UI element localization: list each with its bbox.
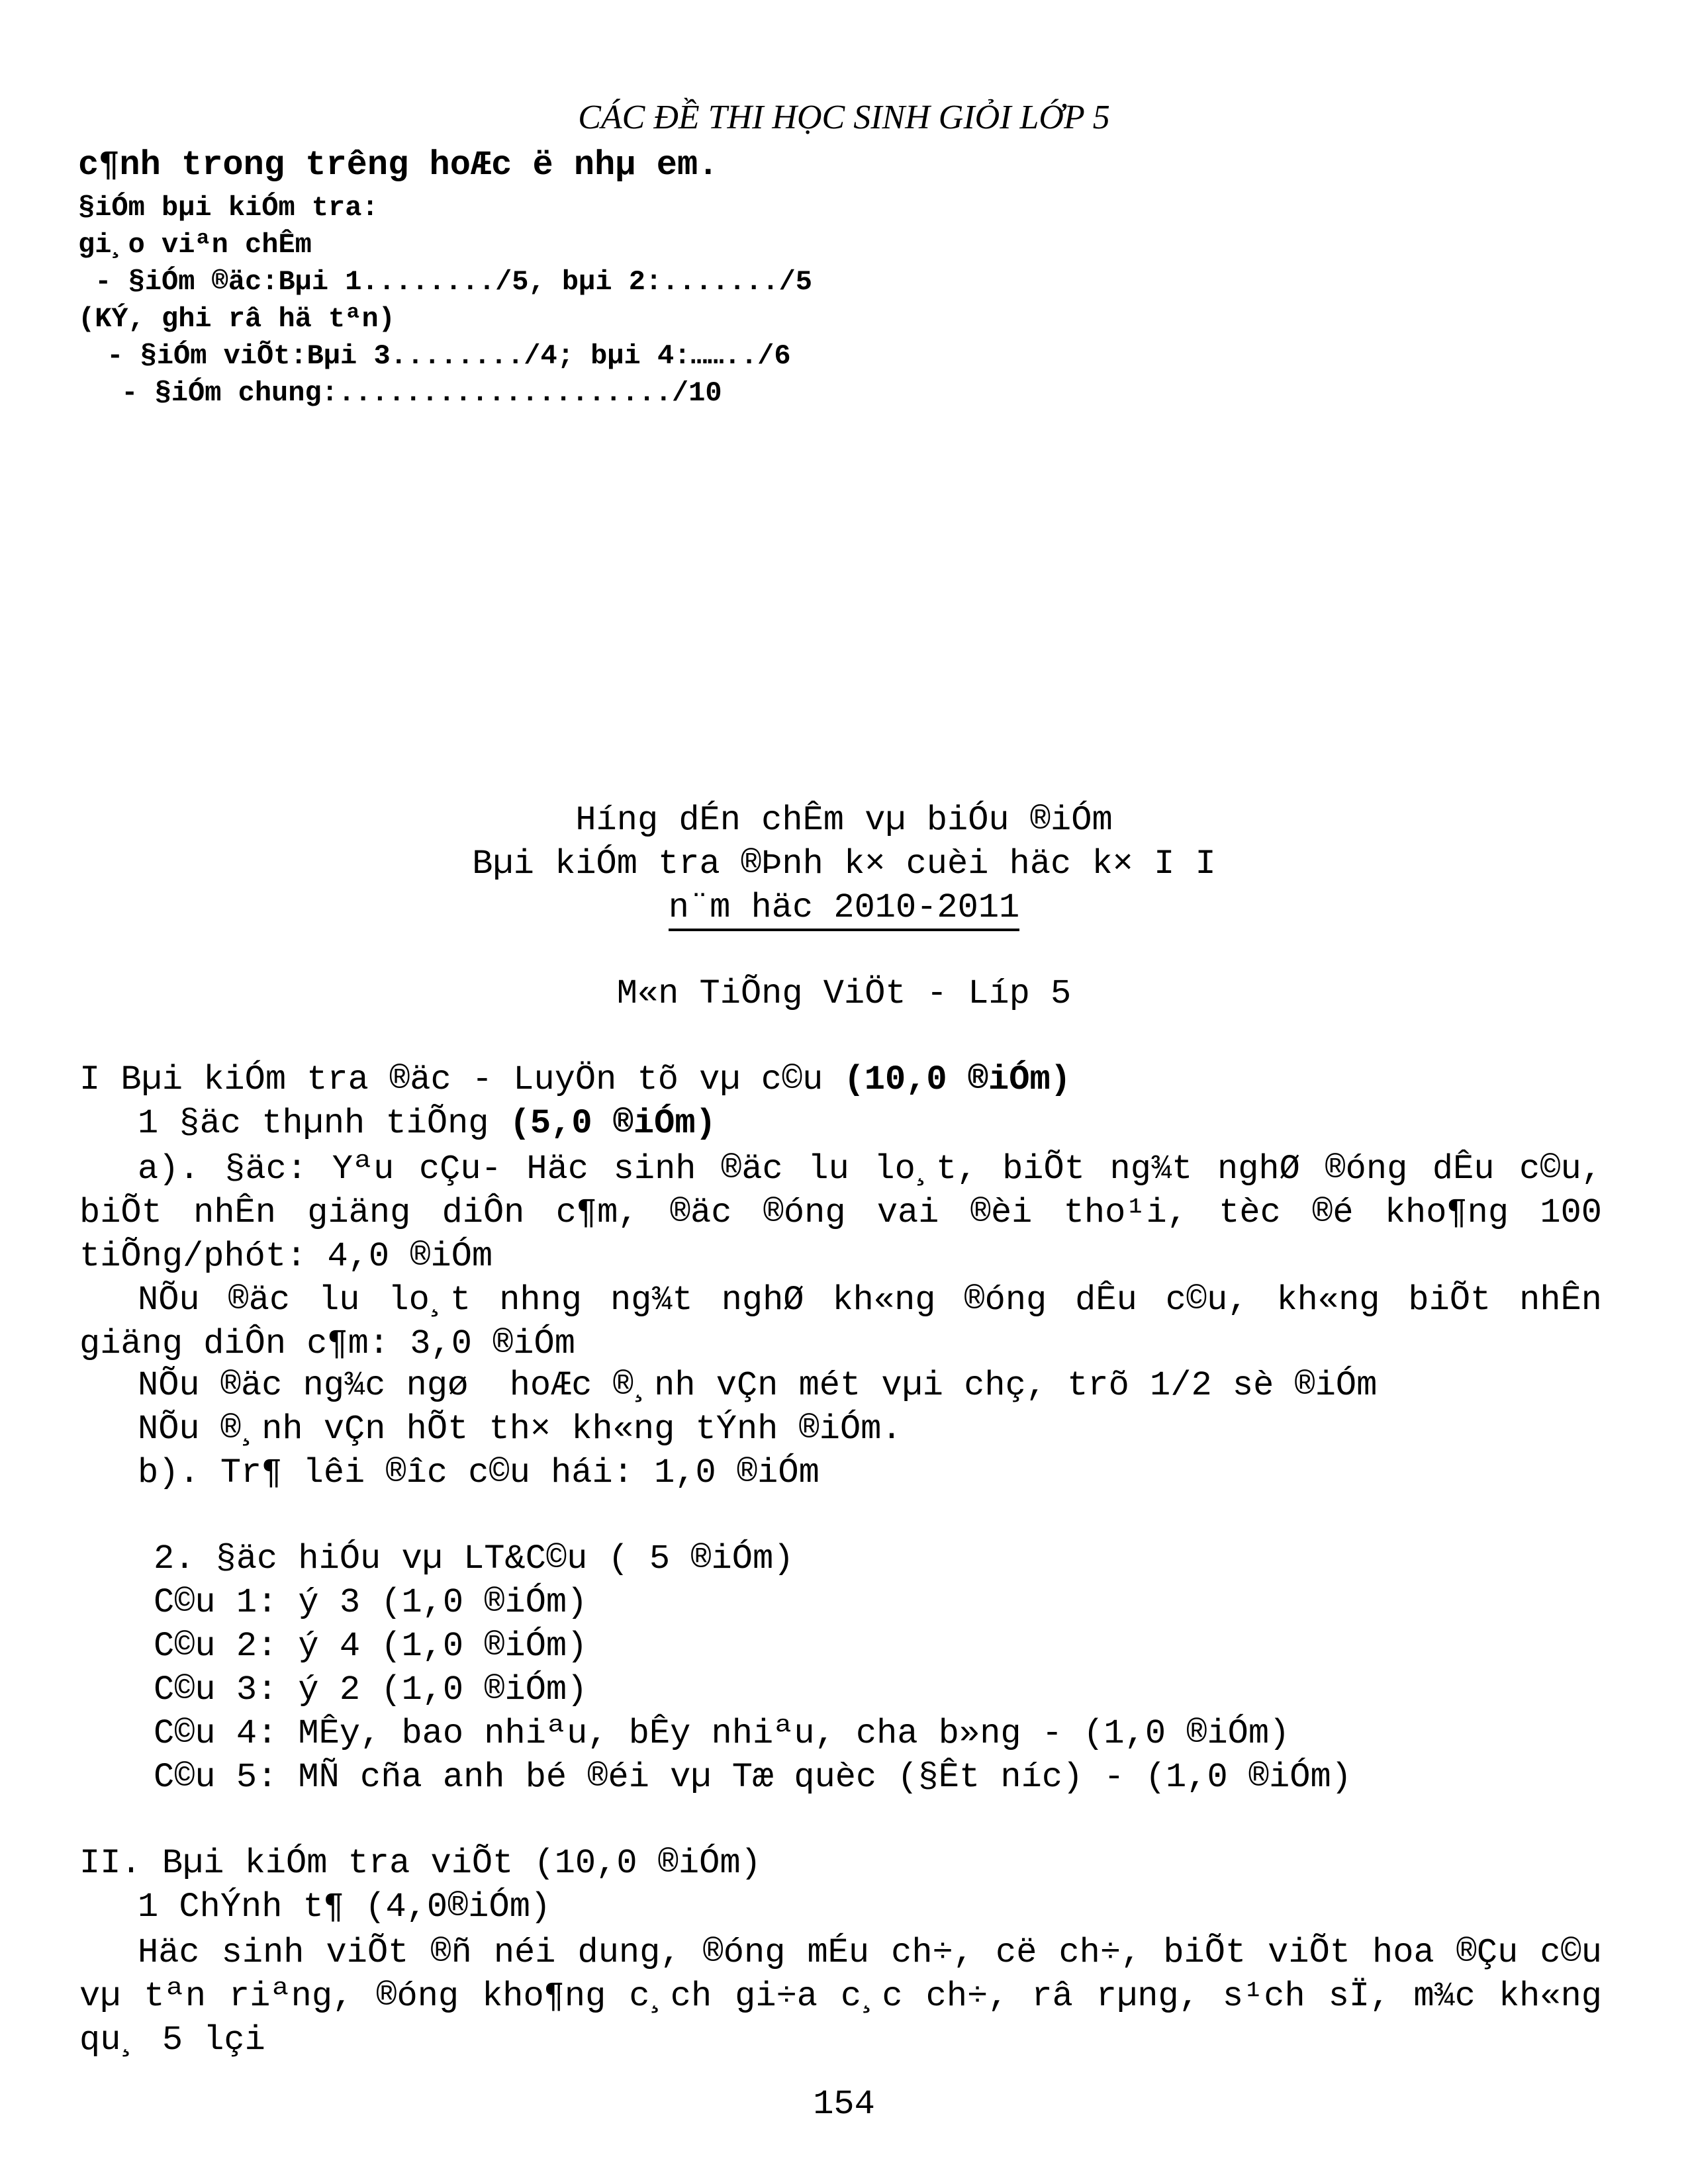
section2-para-text: Häc sinh viÕt ®ñ néi dung, ®óng mÉu ch÷, cë ch÷, biÕt viÕt hoa ®Çu c©u vµ tªn riªng, ®óng kho¶ng c¸ch gi÷a c¸c ch÷, râ rµng, s¹ch sÏ, m¾c kh«ng qu¸ 5 lçi <box>79 1933 1602 2060</box>
section1-sub1-text: 1 §äc thµnh tiÕng <box>138 1104 510 1143</box>
intro-text-line: c¶nh trong trêng hoÆc ë nhµ em. <box>78 146 719 185</box>
line-d: NÕu ®¸nh vÇn hÕt th× kh«ng tÝnh ®iÓm. <box>138 1410 902 1449</box>
line-c: NÕu ®äc ng¾c ngø hoÆc ®¸nh vÇn mét vµi chç, trõ 1/2 sè ®iÓm <box>138 1366 1378 1405</box>
section1-heading-text: I Bµi kiÓm tra ®äc - LuyÖn tõ vµ c©u <box>79 1060 844 1099</box>
section1-sub1-points: (5,0 ®iÓm) <box>509 1104 716 1143</box>
section2-para <box>79 1931 1602 2062</box>
grader-label: gi¸o viªn chÊm <box>78 229 312 261</box>
section1-heading <box>79 1060 1071 1099</box>
reading-score-line: - §iÓm ®äc:Bµi 1......../5, bµi 2:......./5 <box>78 266 812 298</box>
section1-sub1 <box>138 1104 716 1143</box>
writing-score-line: - §iÓm viÕt:Bµi 3......../4; bµi 4:……../6 <box>90 340 791 372</box>
answer-4: C©u 4: MÊy, bao nhiªu, bÊy nhiªu, cha b»ng - (1,0 ®iÓm) <box>154 1714 1290 1753</box>
total-score-line: - §iÓm chung:..................../10 <box>105 377 722 409</box>
section1-sub2: 2. §äc hiÓu vµ LT&C©u ( 5 ®iÓm) <box>154 1539 794 1578</box>
answer-2: C©u 2: ý 4 (1,0 ®iÓm) <box>154 1627 588 1666</box>
guide-subtitle: Bµi kiÓm tra ®Þnh k× cuèi häc k× I I <box>472 844 1216 884</box>
page-header-title: CÁC ĐỀ THI HỌC SINH GIỎI LỚP 5 <box>578 99 1110 136</box>
answer-5: C©u 5: MÑ cña anh bé ®éi vµ Tæ quèc (§Êt níc) - (1,0 ®iÓm) <box>154 1758 1352 1797</box>
subject-title: M«n TiÕng ViÖt - Líp 5 <box>616 974 1072 1013</box>
section2-sub1: 1 ChÝnh t¶ (4,0®iÓm) <box>138 1888 551 1927</box>
page-number: 154 <box>813 2085 875 2124</box>
guide-title: Híng dÉn chÊm vµ biÓu ®iÓm <box>575 801 1113 840</box>
answer-1: C©u 1: ý 3 (1,0 ®iÓm) <box>154 1583 588 1622</box>
line-e: b). Tr¶ lêi ®îc c©u hái: 1,0 ®iÓm <box>138 1453 820 1492</box>
para-a <box>79 1148 1602 1279</box>
section1-heading-points: (10,0 ®iÓm) <box>843 1060 1071 1099</box>
section2-heading: II. Bµi kiÓm tra viÕt (10,0 ®iÓm) <box>79 1844 761 1883</box>
signature-label: (KÝ, ghi râ hä tªn) <box>78 303 395 335</box>
school-year: n¨m häc 2010-2011 <box>669 888 1020 931</box>
para-b-text: NÕu ®äc lu lo¸t nhng ng¾t nghØ kh«ng ®óng dÊu c©u, kh«ng biÕt nhÊn giäng diÔn c¶m: 3,0 ®iÓm <box>79 1281 1602 1363</box>
para-b <box>79 1279 1602 1366</box>
score-label: §iÓm bµi kiÓm tra: <box>78 192 379 224</box>
answer-3: C©u 3: ý 2 (1,0 ®iÓm) <box>154 1670 588 1709</box>
para-a-text: a). §äc: Yªu cÇu- Häc sinh ®äc lu lo¸t, biÕt ng¾t nghØ ®óng dÊu c©u, biÕt nhÊn giäng diÔn c¶m, ®äc ®óng vai ®èi tho¹i, tèc ®é kho¶ng 100 tiÕng/phót: 4,0 ®iÓm <box>79 1150 1602 1276</box>
